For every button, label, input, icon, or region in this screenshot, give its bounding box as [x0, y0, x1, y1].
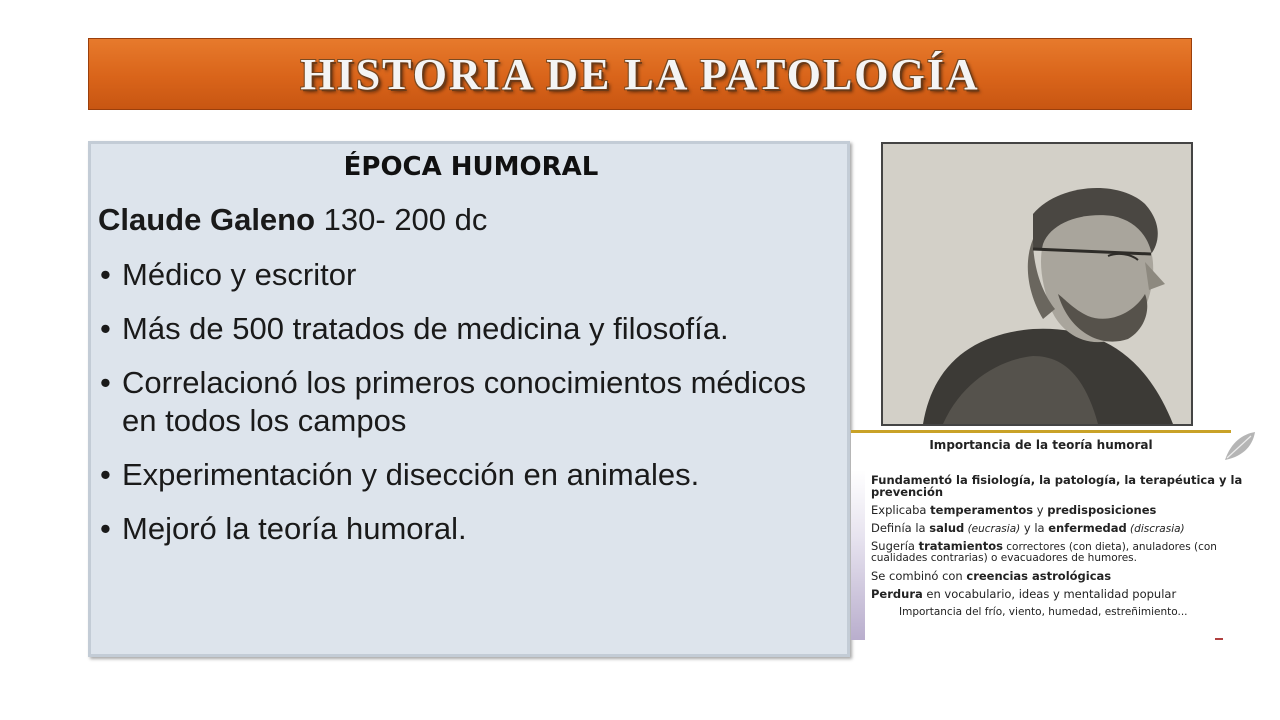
- title-banner: [88, 38, 1192, 110]
- card-item-text: Definía la: [871, 521, 930, 535]
- card-item-bold: enfermedad: [1048, 521, 1127, 535]
- card-item-text: correctores (con dieta), anuladores (con cualidades contrarias) o evacuadores de humores.: [871, 541, 1217, 564]
- person-name: Claude Galeno: [98, 202, 316, 237]
- portrait-illustration: [883, 144, 1191, 424]
- bullet-text: Experimentación y disección en animales.: [122, 457, 700, 492]
- card-item-bold: predisposiciones: [1047, 503, 1157, 517]
- card-item-text: Importancia del frío, viento, humedad, estreñimiento...: [899, 606, 1188, 618]
- bullet-text: Más de 500 tratados de medicina y filosofía.: [122, 311, 729, 346]
- slide-title: HISTORIA DE LA PATOLOGÍA: [300, 49, 980, 99]
- bullet-list: [98, 256, 848, 564]
- card-item-text: Se combinó con: [871, 569, 967, 583]
- portrait-image: [881, 142, 1193, 426]
- card-item: [871, 522, 1251, 535]
- person-line: [98, 202, 487, 238]
- bullet-item: [98, 310, 848, 348]
- card-item: [871, 504, 1251, 516]
- bullet-item: [98, 510, 848, 548]
- bullet-text: Médico y escritor: [122, 257, 357, 292]
- card-item-text: Fundamentó la fisiología, la patología, la terapéutica y la prevención: [871, 473, 1243, 499]
- bullet-glyph: •: [100, 365, 111, 400]
- card-item: [871, 588, 1251, 600]
- bullet-text: Correlacionó los primeros conocimientos médicos en todos los campos: [122, 365, 806, 438]
- card-item-italic: (eucrasia): [964, 523, 1021, 535]
- card-list: [871, 474, 1251, 624]
- card-item-bold: salud: [929, 521, 965, 535]
- bullet-glyph: •: [100, 457, 111, 492]
- card-item-text: Sugería: [871, 539, 919, 553]
- section-heading: ÉPOCA HUMORAL: [343, 152, 599, 182]
- person-dates: 130- 200 dc: [315, 202, 488, 237]
- card-item-bold: temperamentos: [930, 503, 1034, 517]
- card-item: [871, 606, 1251, 618]
- card-item-text: y: [1033, 503, 1048, 517]
- accent-line: [851, 430, 1231, 433]
- bullet-glyph: •: [100, 257, 111, 292]
- info-card: [851, 430, 1257, 640]
- decorative-dash: [1215, 638, 1223, 640]
- card-item-text: Explicaba: [871, 503, 931, 517]
- bullet-glyph: •: [100, 511, 111, 546]
- bullet-item: [98, 256, 848, 294]
- card-item-text: y la: [1020, 521, 1049, 535]
- card-item: [871, 570, 1251, 582]
- bullet-item: [98, 364, 848, 440]
- bullet-item: [98, 456, 848, 494]
- bullet-glyph: •: [100, 311, 111, 346]
- card-item-text: en vocabulario, ideas y mentalidad popular: [922, 587, 1177, 601]
- card-item-italic: (discrasia): [1126, 523, 1185, 535]
- decorative-strip: [851, 470, 865, 640]
- card-item-bold: Perdura: [871, 587, 923, 601]
- bullet-text: Mejoró la teoría humoral.: [122, 511, 467, 546]
- card-item-bold: creencias astrológicas: [966, 569, 1112, 583]
- card-item: [871, 474, 1251, 498]
- card-item: [871, 541, 1251, 564]
- content-panel: [88, 141, 850, 657]
- card-item-bold: tratamientos: [918, 539, 1003, 553]
- card-title: Importancia de la teoría humoral: [929, 438, 1153, 452]
